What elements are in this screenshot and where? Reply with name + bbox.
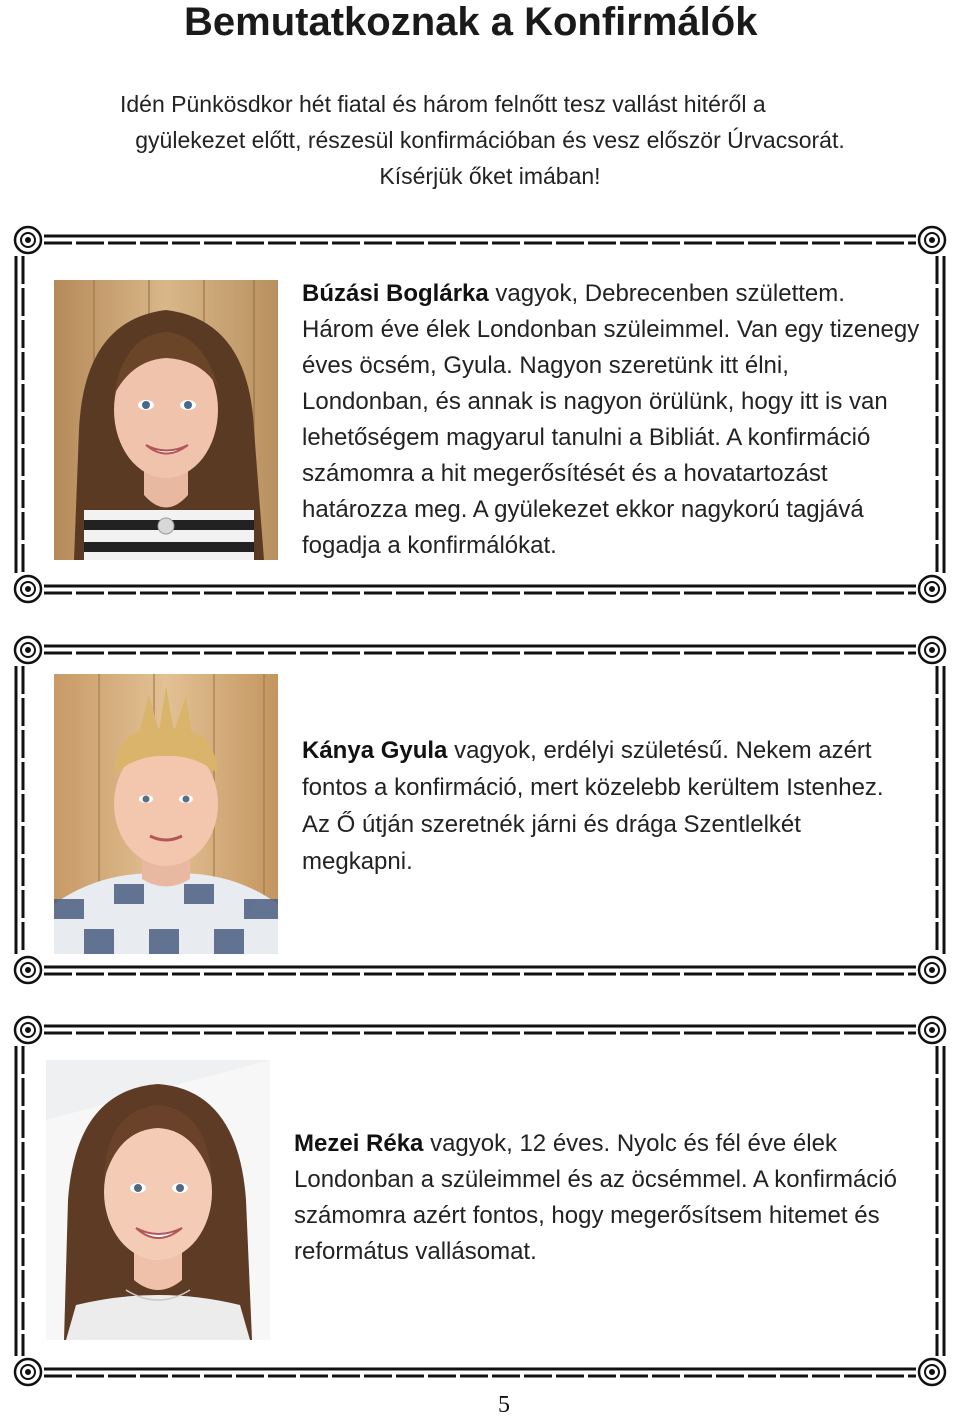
bio-text <box>302 276 922 564</box>
portrait-photo-girl <box>46 1060 270 1340</box>
bio-body: vagyok, Debrecenben születtem. Három éve élek Londonban szüleimmel. Van egy tizenegy éves öcsém, Gyula. Nagyon szeretünk itt élni, Londonban, és annak is nagyon örülünk, hogy itt is van lehetőségem magyarul tanulni a Bibliát. A konfirmáció számomra a hit megerősítését és a hovatartozást határozza meg. A gyülekezet ekkor nagykorú tagjává fogadja a konfirmálókat. <box>302 280 920 559</box>
confirmand-name: Kánya Gyula <box>302 737 448 764</box>
intro-line-3: Kísérjük őket imában! <box>379 163 601 189</box>
bio-body: vagyok, erdélyi születésű. Nekem azért fontos a konfirmáció, mert közelebb kerültem Istenhez. Az Ő útján szeretnék járni és drága Szentlelkét megkapni. <box>302 737 884 875</box>
portrait-photo-boy <box>54 674 278 954</box>
bio-text <box>302 732 902 880</box>
corner-ornament-icon <box>919 576 945 602</box>
corner-ornament-icon <box>919 957 945 983</box>
corner-ornament-icon <box>919 227 945 253</box>
intro-paragraph <box>60 86 920 194</box>
corner-ornament-icon <box>15 957 41 983</box>
confirmand-card-1 <box>10 222 950 607</box>
confirmand-card-2 <box>10 632 950 988</box>
bio-body: vagyok, 12 éves. Nyolc és fél éve élek Londonban a szüleimmel és az öcsémmel. A konfirmáció számomra azért fontos, hogy megerősítsem hitemet és református vallásomat. <box>294 1130 897 1265</box>
intro-line-2: gyülekezet előtt, részesül konfirmációban és vesz először Úrvacsorát. <box>135 127 845 153</box>
confirmand-name: Mezei Réka <box>294 1130 424 1157</box>
page-number: 5 <box>498 1392 510 1418</box>
page-title: Bemutatkoznak a Konfirmálók <box>184 0 758 44</box>
corner-ornament-icon <box>919 1017 945 1043</box>
corner-ornament-icon <box>919 1359 945 1385</box>
corner-ornament-icon <box>15 637 41 663</box>
corner-ornament-icon <box>15 227 41 253</box>
corner-ornament-icon <box>15 576 41 602</box>
corner-ornament-icon <box>15 1359 41 1385</box>
bio-text <box>294 1126 914 1270</box>
intro-line-1: Idén Pünkösdkor hét fiatal és három felnőtt tesz vallást hitéről a <box>120 91 766 117</box>
corner-ornament-icon <box>919 637 945 663</box>
confirmand-name: Búzási Boglárka <box>302 280 489 307</box>
confirmand-card-3 <box>10 1012 950 1390</box>
corner-ornament-icon <box>15 1017 41 1043</box>
portrait-photo-girl <box>54 280 278 560</box>
